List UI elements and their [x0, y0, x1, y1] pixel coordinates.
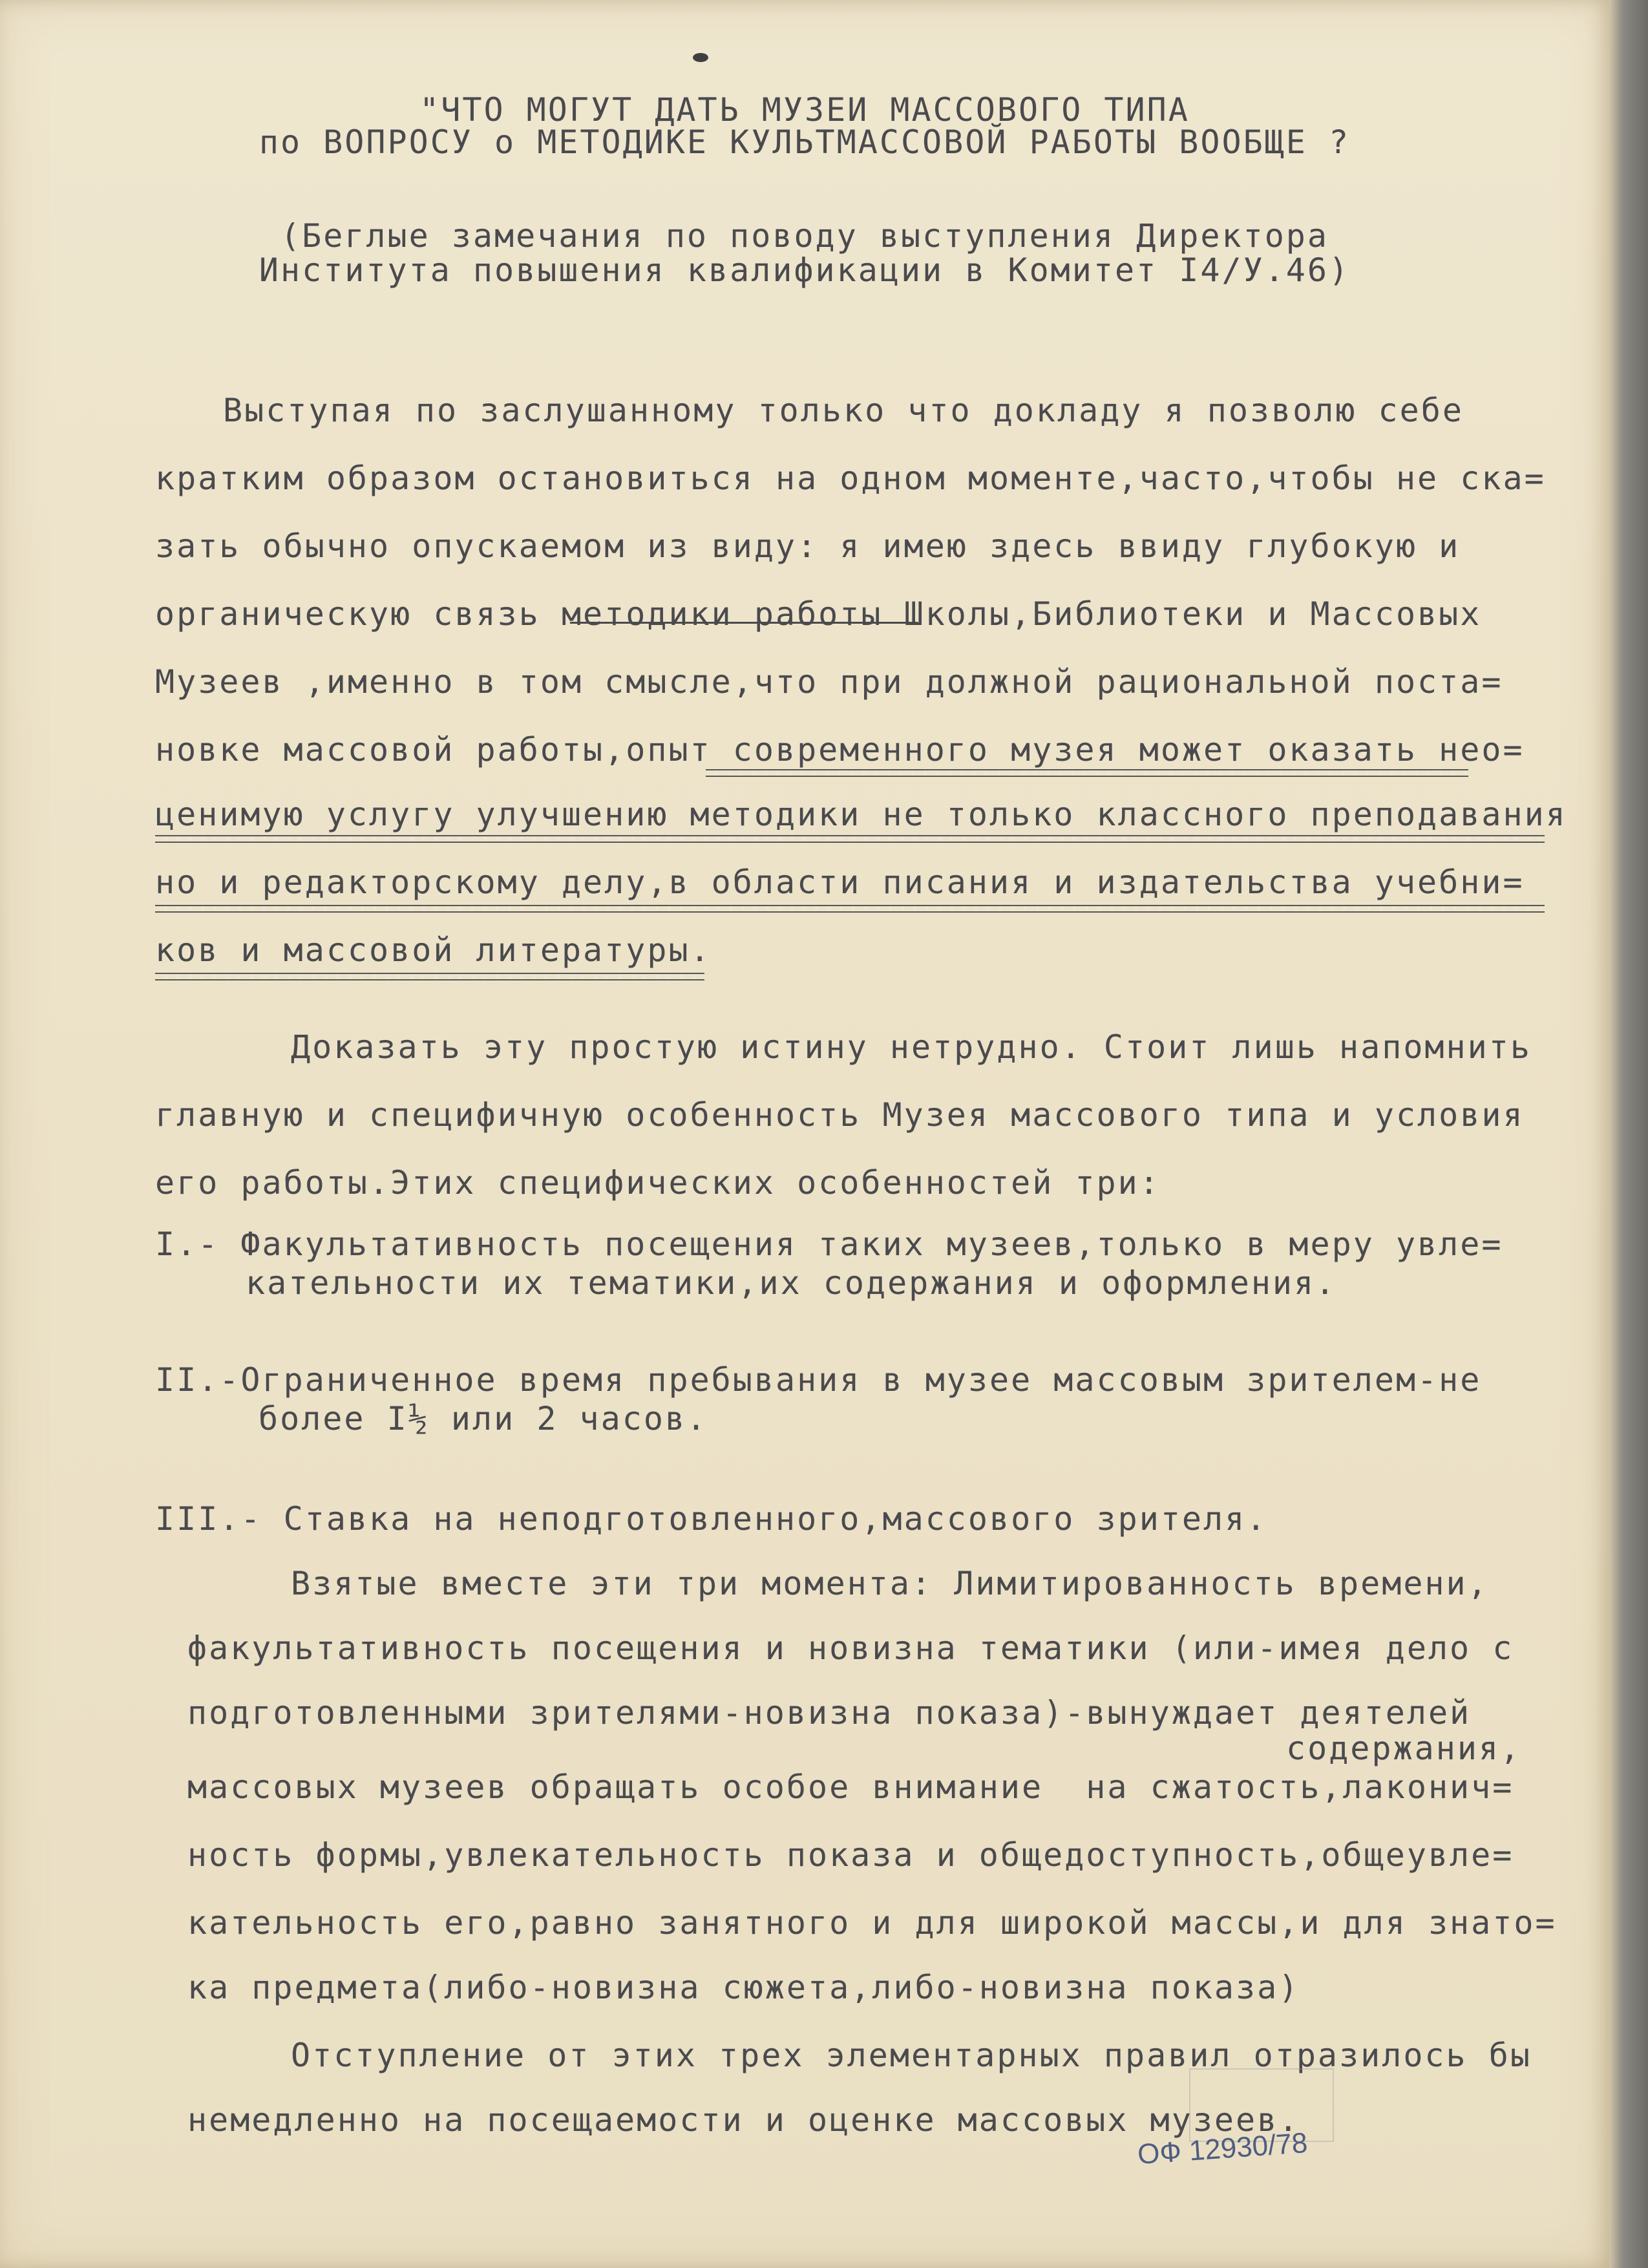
- list-item-3: III.- Ставка на неподготовленного,массового зрителя.: [155, 1500, 1268, 1538]
- title-line-1: "ЧТО МОГУТ ДАТЬ МУЗЕИ МАССОВОГО ТИПА: [419, 91, 1190, 129]
- paragraph-line: массовых музеев обращать особое внимание на сжатость,лаконич=: [187, 1768, 1514, 1806]
- list-item-2-line: более I½ или 2 часов.: [259, 1400, 708, 1437]
- double-underline: [706, 769, 1468, 777]
- paragraph-line: органическую связь методики работы Школы,Библиотеки и Массовых: [155, 595, 1482, 633]
- paragraph-line: кательность его,равно занятного и для широкой массы,и для знато=: [187, 1904, 1557, 1942]
- paragraph-line: факультативность посещения и новизна тематики (или-имея дело с: [187, 1629, 1514, 1667]
- paragraph-line: Музеев ,именно в том смысле,что при должной рациональной поста=: [155, 663, 1503, 701]
- paragraph-line: Отступление от этих трех элементарных правил отразилось бы: [291, 2037, 1532, 2074]
- list-item-2-line: II.-Ограниченное время пребывания в музее массовым зрителем-не: [155, 1361, 1482, 1399]
- paragraph-line: Выступая по заслушанному только что докладу я позволю себе: [223, 392, 1464, 429]
- paragraph-line: ков и массовой литературы.: [155, 931, 712, 969]
- double-underline: [155, 973, 704, 980]
- punch-mark: [693, 53, 708, 62]
- paragraph-line: ность формы,увлекательность показа и общедоступность,общеувле=: [187, 1836, 1514, 1874]
- paragraph-line: его работы.Этих специфических особенностей три:: [155, 1164, 1161, 1202]
- inventory-number: ОФ 12930/78: [1136, 2126, 1309, 2171]
- double-underline: [155, 905, 1545, 913]
- list-item-1-line: I.- Факультативность посещения таких музеев,только в меру увле=: [155, 1225, 1503, 1263]
- paragraph-line: кратким образом остановиться на одном моменте,часто,чтобы не ска=: [155, 460, 1546, 497]
- underline-methodology: [570, 622, 918, 624]
- paragraph-line: ка предмета(либо-новизна сюжета,либо-новизна показа): [187, 1969, 1300, 2006]
- paragraph-line: новке массовой работы,опыт современного музея может оказать нео=: [155, 731, 1525, 768]
- inserted-word: содержания,: [1286, 1730, 1522, 1767]
- subtitle-line-1: (Беглые замечания по поводу выступления Директора: [280, 217, 1329, 255]
- paragraph-line: Взятые вместе эти три момента: Лимитированность времени,: [291, 1565, 1489, 1602]
- paragraph-line: Доказать эту простую истину нетрудно. Стоит лишь напомнить: [291, 1028, 1532, 1066]
- paragraph-line: зать обычно опускаемом из виду: я имею здесь ввиду глубокую и: [155, 527, 1461, 565]
- paragraph-line: главную и специфичную особенность Музея массового типа и условия: [155, 1096, 1525, 1134]
- list-item-1-line: кательности их тематики,их содержания и оформления.: [246, 1264, 1337, 1302]
- title-line-2: по ВОПРОСУ о МЕТОДИКЕ КУЛЬТМАССОВОЙ РАБОТЫ ВООБЩЕ ?: [259, 123, 1351, 161]
- paragraph-line: ценимую услугу улучшению методики не только классного преподавания: [155, 796, 1567, 833]
- paragraph-line: подготовленными зрителями-новизна показа)-вынуждает деятелей: [187, 1694, 1472, 1732]
- paragraph-line: но и редакторскому делу,в области писания и издательства учебни=: [155, 864, 1525, 901]
- subtitle-line-2: Института повышения квалификации в Комитет I4/У.46): [259, 251, 1351, 289]
- paragraph-line: немедленно на посещаемости и оценке массовых музеев.: [187, 2101, 1300, 2139]
- page-edge: [1609, 0, 1648, 2268]
- double-underline: [155, 835, 1545, 843]
